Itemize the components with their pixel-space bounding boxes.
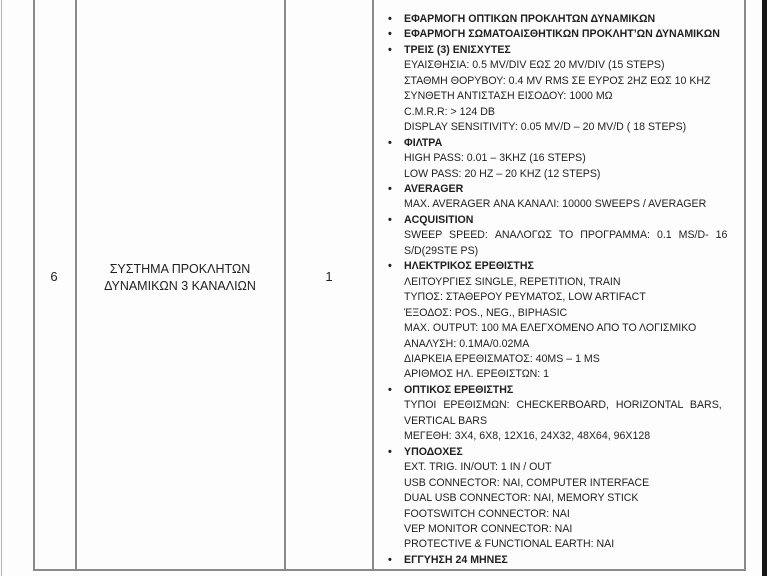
spec-line	[374, 151, 742, 166]
spec-line-text: ΛΕΙΤΟΥΡΓΙΕΣ SINGLE, REPETITION, TRAIN	[404, 275, 621, 288]
spec-line-text: ΜΕΓΕΘΗ: 3Χ4, 6Χ8, 12Χ16, 24Χ32, 48Χ64, 96Χ128	[404, 430, 651, 443]
spec-line	[374, 460, 742, 475]
spec-line	[374, 507, 742, 522]
spec-line	[374, 27, 742, 42]
bullet-icon: •	[388, 383, 392, 396]
spec-line	[374, 537, 742, 552]
spec-line-text: SWEEP SPEED: ΑΝΑΛΟΓΩΣ ΤΟ ΠΡΟΓΡΑΜΜΑ: 0.1 MS/D- 16	[404, 229, 728, 242]
bullet-icon: •	[388, 28, 392, 41]
spec-line	[374, 445, 742, 460]
spec-line	[374, 553, 742, 568]
bullet-icon: •	[388, 445, 392, 458]
spec-line	[374, 522, 742, 537]
spec-line-text: DUAL USB CONNECTOR: ΝΑΙ, MEMORY STICK	[404, 492, 639, 505]
table-border-outer-right	[744, 0, 746, 571]
spec-line-text: ΥΠΟΔΟΧΕΣ	[404, 445, 463, 458]
spec-line	[374, 197, 742, 212]
spec-line	[374, 429, 742, 444]
spec-line	[374, 337, 742, 352]
spec-line-text: ΣΤΑΘΜΗ ΘΟΡΥΒΟΥ: 0.4 MV RMS ΣΕ ΕΥΡΟΣ 2HZ ΕΩΣ 10 KHZ	[404, 74, 711, 87]
spec-line	[374, 491, 742, 506]
spec-line-text: PROTECTIVE & FUNCTIONAL EARTH: ΝΑΙ	[404, 538, 615, 551]
spec-line-text: ΤΡΕΙΣ (3) ΕΝΙΣΧΥΤΕΣ	[404, 43, 511, 56]
table-border-after-number	[75, 0, 77, 571]
spec-line-text: ΑΝΑΛΥΣΗ: 0.1MA/0.02MA	[404, 337, 530, 350]
spec-line-text: C.M.R.R: > 124 DB	[404, 105, 495, 118]
spec-line	[374, 306, 742, 321]
spec-line-text: DISPLAY SENSITIVITY: 0.05 MV/D – 20 MV/D ( 18 STEPS)	[404, 121, 687, 134]
item-description-cell: ΣΥΣΤΗΜΑ ΠΡΟΚΛΗΤΩΝ ΔΥΝΑΜΙΚΩΝ 3 ΚΑΝΑΛΙΩΝ	[104, 262, 256, 293]
spec-line	[374, 136, 742, 151]
bullet-icon: •	[388, 43, 392, 56]
spec-line-text: USB CONNECTOR: ΝΑΙ, COMPUTER INTERFACE	[404, 476, 650, 489]
spec-line	[374, 275, 742, 290]
spec-line-text: ΕΥΑΙΣΘΗΣΙΑ: 0.5 MV/DIV ΕΩΣ 20 MV/DIV (15 STEPS)	[404, 59, 665, 72]
spec-line-text: ΔΙΑΡΚΕΙΑ ΕΡΕΘΙΣΜΑΤΟΣ: 40MS – 1 MS	[404, 352, 600, 365]
spec-line	[374, 89, 742, 104]
spec-line-text: ΣΥΝΘΕΤΗ ΑΝΤΙΣΤΑΣΗ ΕΙΣΟΔΟΥ: 1000 ΜΩ	[404, 90, 613, 103]
spec-line-text: ΈΞΟΔΟΣ: POS., NEG., BIPHASIC	[404, 306, 568, 319]
bullet-icon: •	[388, 136, 392, 149]
page-left-edge-line	[1, 0, 2, 576]
spec-line-text: S/D(29STE PS)	[404, 244, 479, 257]
spec-line-text: ΗΛΕΚΤΡΙΚΟΣ ΕΡΕΘΙΣΤΗΣ	[404, 260, 534, 273]
table-border-after-description	[284, 0, 286, 571]
spec-line-text: LOW PASS: 20 HZ – 20 KHZ (12 STEPS)	[404, 167, 601, 180]
bullet-icon: •	[388, 213, 392, 226]
spec-line	[374, 352, 742, 367]
page-right-edge-bar	[762, 0, 767, 576]
spec-line	[374, 167, 742, 182]
spec-line	[374, 259, 742, 274]
table-border-outer-left	[33, 0, 35, 571]
spec-line	[374, 244, 742, 259]
spec-line-text: VEP MONITOR CONNECTOR: ΝΑΙ	[404, 522, 573, 535]
spec-line	[374, 398, 742, 413]
spec-line-text: VERTICAL BARS	[404, 414, 488, 427]
spec-line-text: ΤΥΠΟΙ ΕΡΕΘΙΣΜΩΝ: CHECKERBOARD, HORIZONTAL BARS,	[404, 399, 722, 412]
spec-line-text: ΟΠΤΙΚΟΣ ΕΡΕΘΙΣΤΗΣ	[404, 383, 514, 396]
spec-line-text: ΕΦΑΡΜΟΓΗ ΟΠΤΙΚΩΝ ΠΡΟΚΛΗΤΩΝ ΔΥΝΑΜΙΚΩΝ	[404, 13, 656, 25]
spec-line	[374, 321, 742, 336]
spec-line	[374, 414, 742, 429]
specifications-list	[374, 12, 742, 568]
item-quantity-cell: 1	[325, 269, 333, 284]
spec-line-text: ΕΓΓΥΗΣΗ 24 ΜΗΝΕΣ	[404, 553, 508, 566]
table-row-bottom-border	[33, 569, 746, 571]
spec-line-text: ΦΙΛΤΡΑ	[404, 136, 443, 149]
bullet-icon: •	[388, 260, 392, 273]
spec-line-text: ΕΦΑΡΜΟΓΗ ΣΩΜΑΤΟΑΙΣΘΗΤΙΚΩΝ ΠΡΟΚΛΗΤ’ΩΝ ΔΥΝΑΜΙΚΩΝ	[404, 28, 720, 41]
item-number-cell: 6	[50, 269, 58, 284]
spec-line-text: ACQUISITION	[404, 213, 474, 226]
spec-line	[374, 228, 742, 243]
spec-line	[374, 290, 742, 305]
spec-line	[374, 12, 742, 27]
spec-line	[374, 43, 742, 58]
spec-line-text: EXT. TRIG. IN/OUT: 1 IN / OUT	[404, 461, 552, 474]
spec-line	[374, 74, 742, 89]
spec-line	[374, 476, 742, 491]
spec-line-text: ΑΡΙΘΜΟΣ ΗΛ. ΕΡΕΘΙΣΤΩΝ: 1	[404, 368, 550, 381]
spec-line	[374, 367, 742, 382]
spec-line-text: HIGH PASS: 0.01 – 3KHZ (16 STEPS)	[404, 152, 586, 165]
bullet-icon: •	[388, 553, 392, 566]
spec-line	[374, 383, 742, 398]
bullet-icon: •	[388, 182, 392, 195]
spec-line	[374, 120, 742, 135]
spec-line	[374, 105, 742, 120]
spec-line	[374, 213, 742, 228]
spec-line-text: MAX. AVERAGER ΑΝΑ ΚΑΝΑΛΙ: 10000 SWEEPS / AVERAGER	[404, 198, 707, 211]
spec-line-text: ΤΥΠΟΣ: ΣΤΑΘΕΡΟΥ ΡΕΥΜΑΤΟΣ, LOW ARTIFACT	[404, 291, 646, 304]
spec-line-text: FOOTSWITCH CONNECTOR: ΝΑΙ	[404, 507, 570, 520]
spec-line-text: AVERAGER	[404, 182, 464, 195]
bullet-icon: •	[388, 13, 392, 25]
spec-line	[374, 182, 742, 197]
spec-line	[374, 58, 742, 73]
spec-line-text: MAX. OUTPUT: 100 MA ΕΛΕΓΧΟΜΕΝΟ ΑΠΟ ΤΟ ΛΟΓΙΣΜΙΚΟ	[404, 322, 697, 335]
